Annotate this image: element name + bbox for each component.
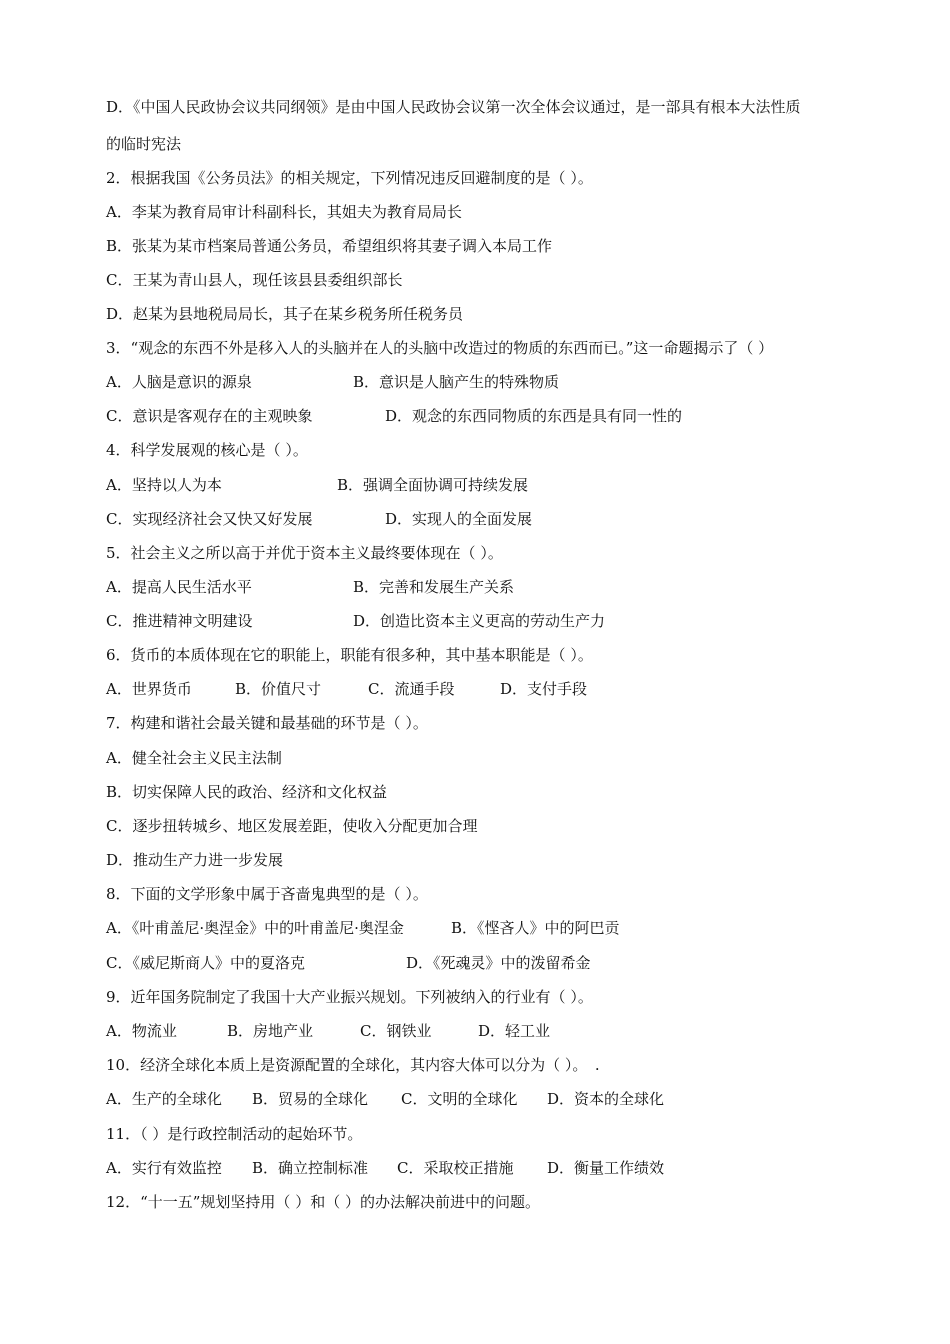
q2-option-c: C．王某为青山县人，现任该县县委组织部长 bbox=[106, 271, 403, 289]
q3-option-d: D．观念的东西同物质的东西是具有同一性的 bbox=[385, 407, 683, 425]
q9-option-c: C．钢铁业 bbox=[360, 1022, 432, 1040]
q4-option-b: B．强调全面协调可持续发展 bbox=[337, 476, 529, 494]
q1-option-d-continuation: 的临时宪法 bbox=[106, 135, 182, 153]
question-5: 5．社会主义之所以高于并优于资本主义最终要体现在（ ）。 bbox=[106, 544, 503, 562]
q5-option-a: A．提高人民生活水平 bbox=[106, 578, 252, 596]
q4-option-a: A．坚持以人为本 bbox=[106, 476, 222, 494]
q2-option-d: D．赵某为县地税局局长，其子在某乡税务所任税务员 bbox=[106, 305, 464, 323]
q8-option-a: A．《叶甫盖尼·奥涅金》中的叶甫盖尼·奥涅金 bbox=[106, 919, 404, 937]
q3-option-c: C．意识是客观存在的主观映象 bbox=[106, 407, 313, 425]
q5-option-d: D．创造比资本主义更高的劳动生产力 bbox=[353, 612, 606, 630]
q9-option-a: A．物流业 bbox=[106, 1022, 177, 1040]
q3-option-a: A．人脑是意识的源泉 bbox=[106, 373, 252, 391]
question-2: 2．根据我国《公务员法》的相关规定，下列情况违反回避制度的是（ ）。 bbox=[106, 169, 593, 187]
q11-option-d: D．衡量工作绩效 bbox=[547, 1159, 665, 1177]
q11-option-b: B．确立控制标准 bbox=[252, 1159, 369, 1177]
question-12: 12．“十一五”规划坚持用（ ）和（ ）的办法解决前进中的问题。 bbox=[106, 1193, 540, 1211]
question-6: 6．货币的本质体现在它的职能上，职能有很多种，其中基本职能是（ ）。 bbox=[106, 646, 593, 664]
q7-option-a: A．健全社会主义民主法制 bbox=[106, 749, 282, 767]
q11-option-c: C．采取校正措施 bbox=[397, 1159, 514, 1177]
q10-option-d: D．资本的全球化 bbox=[547, 1090, 665, 1108]
q1-option-d-text: D．《中国人民政协会议共同纲领》是由中国人民政协会议第一次全体会议通过，是一部具有根本大法性质 bbox=[106, 98, 801, 116]
q7-option-c: C．逐步扭转城乡、地区发展差距，使收入分配更加合理 bbox=[106, 817, 478, 835]
q2-option-b: B．张某为某市档案局普通公务员，希望组织将其妻子调入本局工作 bbox=[106, 237, 553, 255]
question-4: 4．科学发展观的核心是（ ）。 bbox=[106, 441, 308, 459]
q4-option-c: C．实现经济社会又快又好发展 bbox=[106, 510, 313, 528]
q10-option-b: B．贸易的全球化 bbox=[252, 1090, 369, 1108]
q10-option-c: C．文明的全球化 bbox=[401, 1090, 518, 1108]
question-10: 10．经济全球化本质上是资源配置的全球化，其内容大体可以分为（ ）。 . bbox=[106, 1056, 600, 1074]
q5-option-c: C．推进精神文明建设 bbox=[106, 612, 253, 630]
q6-option-b: B．价值尺寸 bbox=[235, 680, 322, 698]
question-11: 11．（ ）是行政控制活动的起始环节。 bbox=[106, 1125, 363, 1143]
q6-option-a: A．世界货币 bbox=[106, 680, 192, 698]
question-9: 9．近年国务院制定了我国十大产业振兴规划。下列被纳入的行业有（ ）。 bbox=[106, 988, 593, 1006]
q7-option-d: D．推动生产力进一步发展 bbox=[106, 851, 284, 869]
q7-option-b: B．切实保障人民的政治、经济和文化权益 bbox=[106, 783, 388, 801]
q9-option-b: B．房地产业 bbox=[227, 1022, 314, 1040]
q8-option-c: C．《威尼斯商人》中的夏洛克 bbox=[106, 954, 305, 972]
q10-option-a: A．生产的全球化 bbox=[106, 1090, 222, 1108]
question-7: 7．构建和谐社会最关键和最基础的环节是（ ）。 bbox=[106, 714, 428, 732]
q11-option-a: A．实行有效监控 bbox=[106, 1159, 222, 1177]
q4-option-d: D．实现人的全面发展 bbox=[385, 510, 533, 528]
q9-option-d: D．轻工业 bbox=[478, 1022, 551, 1040]
question-3: 3．“观念的东西不外是移入人的头脑并在人的头脑中改造过的物质的东西而已。”这一命题揭示了（ ） bbox=[106, 339, 774, 357]
q3-option-b: B．意识是人脑产生的特殊物质 bbox=[353, 373, 560, 391]
q8-option-b: B．《悭吝人》中的阿巴贡 bbox=[451, 919, 620, 937]
q6-option-c: C．流通手段 bbox=[368, 680, 455, 698]
question-8: 8．下面的文学形象中属于吝啬鬼典型的是（ ）。 bbox=[106, 885, 428, 903]
q5-option-b: B．完善和发展生产关系 bbox=[353, 578, 515, 596]
q8-option-d: D．《死魂灵》中的泼留希金 bbox=[406, 954, 591, 972]
q2-option-a: A．李某为教育局审计科副科长，其姐夫为教育局局长 bbox=[106, 203, 462, 221]
q6-option-d: D．支付手段 bbox=[500, 680, 588, 698]
